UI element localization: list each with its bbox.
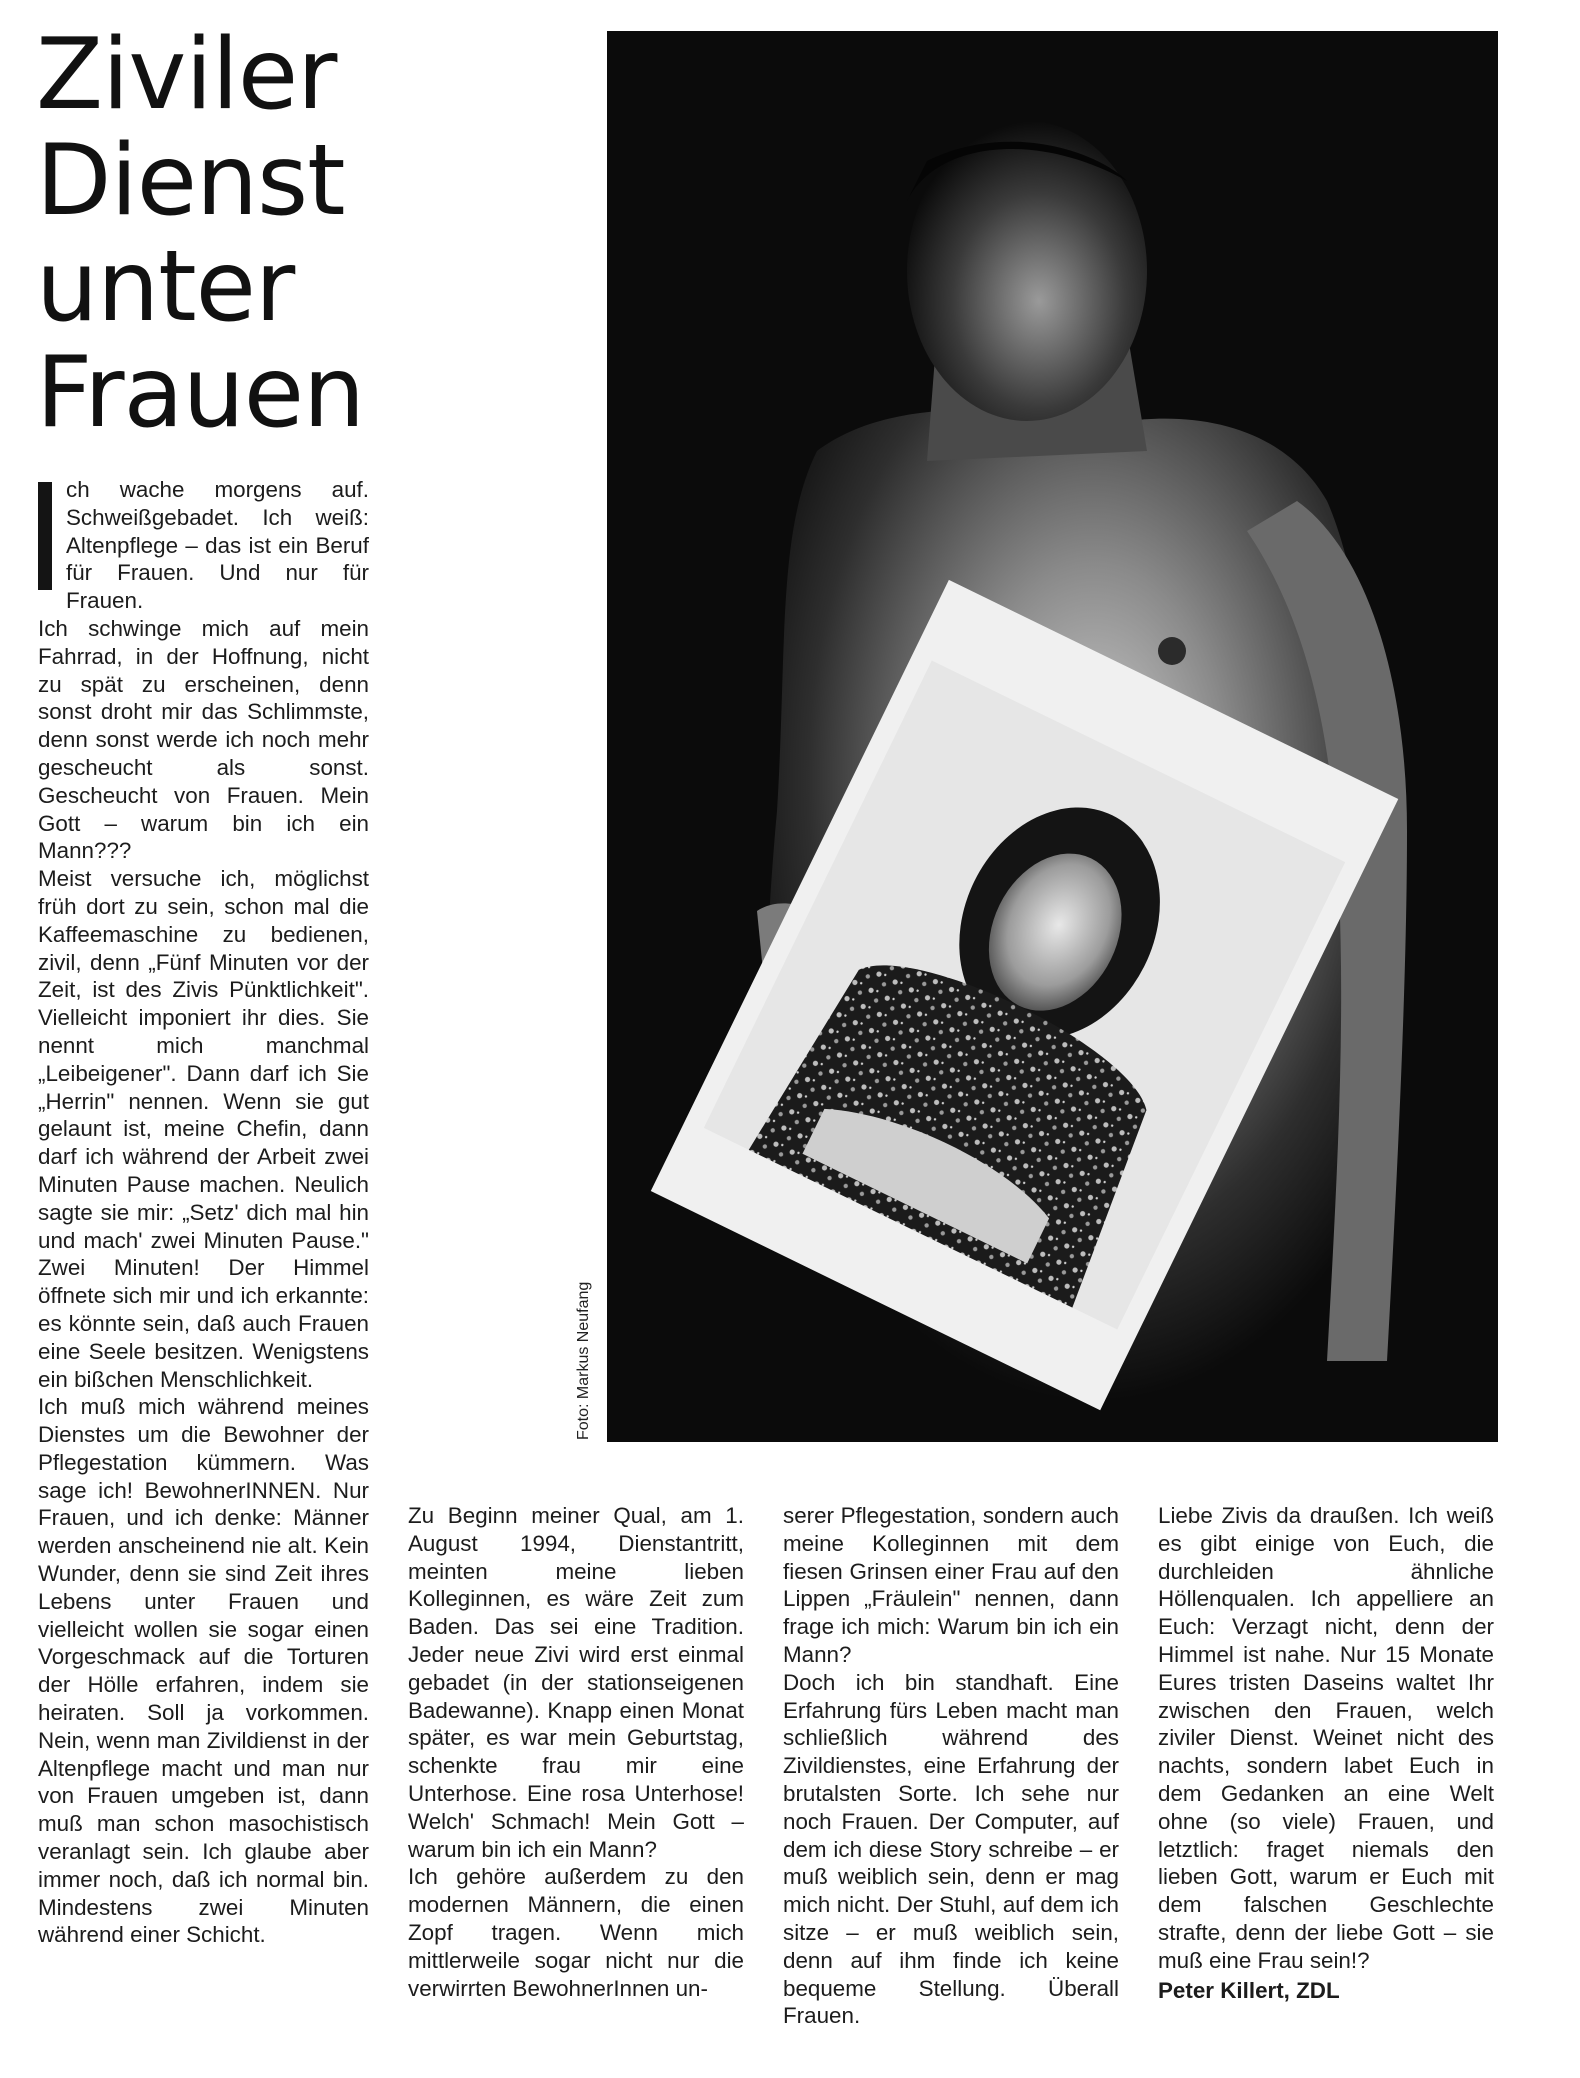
headline-line-3: unter [36,230,295,344]
article-column-4 [1158,1502,1494,2004]
paragraph: ch wache morgens auf. Schweißgebadet. Ich weiß: Altenpflege – das ist ein Beruf für Frauen. Und nur für Frauen. [66,477,369,614]
drop-cap [38,482,52,590]
paragraph: Ich muß mich während meines Dienstes um die Bewohner der Pflegestation kümmern. Was sage ich! BewohnerINNEN. Nur Frauen, und ich denke: Männer werden anscheinend nie alt. Kein Wunder, denn sie sind Zeit ihres Lebens unter Frauen und vielleicht wollen sie sogar einen Vorgeschmack auf die Torturen der Hölle erfahren, indem sie heiraten. Soll ja vorkommen. Nein, wenn man Zivildienst in der Altenpflege macht und man nur von Frauen umgeben ist, dann muß man schon masochistisch veranlagt sein. Ich glaube aber immer noch, daß ich normal bin. Mindestens zwei Minuten während einer Schicht. [38,1394,369,1948]
paragraph: serer Pflegestation, sondern auch meine Kolleginnen mit dem fiesen Grinsen einer Frau auf den Lippen „Fräulein" nennen, dann frage ich mich: Warum bin ich ein Mann? [783,1503,1119,1667]
paragraph: Liebe Zivis da draußen. Ich weiß es gibt einige von Euch, die durchleiden ähnliche Höllenqualen. Ich appelliere an Euch: Verzagt nicht, denn der Himmel ist nahe. Nur 15 Monate Eures tristen Daseins waltet Ihr zwischen den Frauen, welch ziviler Dienst. Weinet nicht des nachts, sondern labet Euch in dem Gedanken an eine Welt ohne (so viele) Frauen, und letztlich: fraget niemals den lieben Gott, warum er Euch mit dem falschen Geschlechte strafte, denn der liebe Gott – sie muß eine Frau sein!? [1158,1503,1494,1973]
photo-credit: Foto: Markus Neufang [575,1281,592,1440]
author-byline: Peter Killert, ZDL [1158,1977,1340,2003]
headline [36,18,596,450]
paragraph: Zu Beginn meiner Qual, am 1. August 1994, Dienstantritt, meinten meine lieben Kolleginnen, es wäre Zeit zum Baden. Das sei eine Tradition. Jeder neue Zivi wird erst einmal gebadet (in der stationseigenen Badewanne). Knapp einen Monat später, es war mein Geburtstag, schenkte frau mir eine Unterhose. Eine rosa Unterhose! Welch' Schmach! Mein Gott – warum bin ich ein Mann? [408,1503,744,1862]
photo-illustration [607,31,1498,1442]
paragraph: Ich schwinge mich auf mein Fahrrad, in der Hoffnung, nicht zu spät zu erscheinen, denn sonst droht mir das Schlimmste, denn sonst werde ich noch mehr gescheucht als sonst. Gescheucht von Frauen. Mein Gott – warum bin ich ein Mann??? [38,615,369,864]
paragraph: Meist versuche ich, möglichst früh dort zu sein, schon mal die Kaffeemaschine zu bedienen, zivil, denn „Fünf Minuten vor der Zeit, ist des Zivis Pünktlichkeit". Vielleicht imponiert ihr dies. Sie nennt mich manchmal „Leibeigener". Dann darf ich Sie „Herrin" nennen. Wenn sie gut gelaunt ist, meine Chefin, dann darf ich während der Arbeit zwei Minuten Pause machen. Neulich sagte sie mir: „Setz' dich mal hin und mach' zwei Minuten Pause." Zwei Minuten! Der Himmel öffnete sich mir und ich erkannte: es könnte sein, daß auch Frauen eine Seele besitzen. Wenigstens ein bißchen Menschlichkeit. [38,866,369,1392]
paragraph: Ich gehöre außerdem zu den modernen Männern, die einen Zopf tragen. Wenn mich mittlerweile sogar nicht nur die verwirrten BewohnerInnen un- [408,1864,744,2001]
article-column-3 [783,1502,1119,2030]
headline-line-4: Frauen [36,336,365,450]
article-column-1 [38,476,369,1949]
article-column-2 [408,1502,744,2002]
headline-line-2: Dienst [36,124,345,238]
paragraph: Doch ich bin standhaft. Eine Erfahrung fürs Leben macht man schließlich während des Zivildienstes, eine Erfahrung der brutalsten Sorte. Ich sehe nur noch Frauen. Der Computer, auf dem ich diese Story schreibe – er muß weiblich sein, denn er mag mich nicht. Der Stuhl, auf dem ich sitze – er muß weiblich sein, denn auf ihm finde ich keine bequeme Stellung. Überall Frauen. [783,1669,1119,2029]
headline-line-1: Ziviler [36,18,337,132]
article-photo [607,31,1498,1442]
